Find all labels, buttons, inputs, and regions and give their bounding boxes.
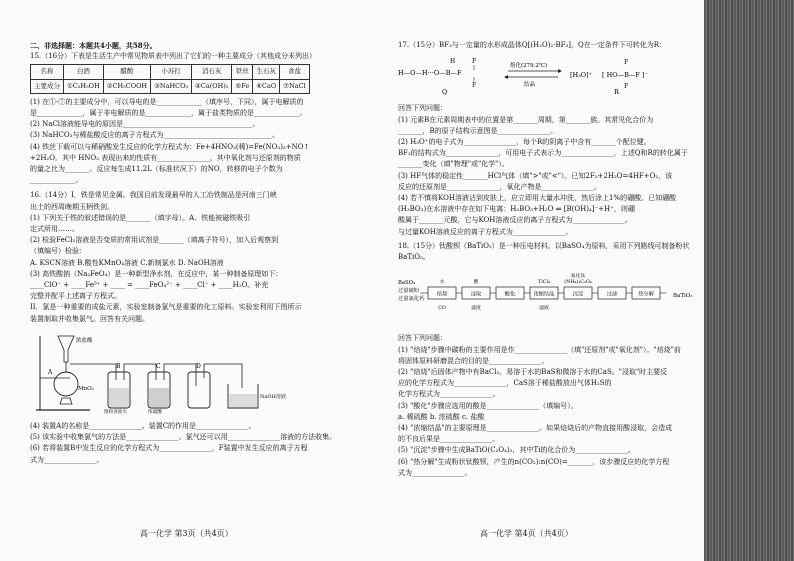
flow-input-label: TiCl₄ xyxy=(538,280,550,286)
svg-text:H—O—H···O—B—F: H—O—H···O—B—F xyxy=(398,69,462,78)
q16-line: ____ClO⁻ + ____Fe³⁺ + ____ = ____FeO₄²⁻ + ____Cl⁻ + ____H₂O。补充 xyxy=(30,281,269,290)
q18-line: (6) "热分解"生成粉状钛酸钡，产生的n(CO₂):n(CO)=_______，该步骤反应的化学方程 xyxy=(398,457,670,466)
flow-end: BaTiO₃ xyxy=(673,293,693,300)
q18-line: (2) "焙烧"后固体产物中有BaCl₂、易溶于水的BaS和微溶于水的CaS。"浸取"时主要反 xyxy=(398,368,668,377)
q17-line: (1) 元素B在元素周期表中的位置是第_______周期，第_______族。其常见化合价为 xyxy=(398,115,654,124)
table-cell: 铁丝 xyxy=(232,65,253,79)
flow-step-label: 酸化 xyxy=(504,291,516,298)
table-cell: 醋酸 xyxy=(103,65,150,79)
q15-line: (3) NaHCO₃与稀盐酸反应的离子方程式为_______________________________。 xyxy=(30,131,279,140)
left-column xyxy=(30,40,368,466)
q15-line: (2) NaCl溶液能导电的原因是_____________________________________。 xyxy=(30,120,260,129)
table-cell: ⑤Fe xyxy=(232,79,253,93)
page-footer-left: 高一化学 第3页（共4页） xyxy=(140,529,233,538)
flow-step-label: 焙烧 xyxy=(436,291,448,298)
q16-line: (3) 高铁酸钠（Na₂FeO₄）是一种新型净水剂，在反应中，某一种制备原理如下： xyxy=(30,269,283,278)
q17-line: 反应的还原剂是_______________，氧化产物是_______________。 xyxy=(398,182,601,191)
q18-intro: BaTiO₃。 xyxy=(398,253,430,262)
svg-text:F: F xyxy=(624,83,629,91)
page-footer-right: 高一化学 第4页（共4页） xyxy=(480,529,573,538)
svg-text:F: F xyxy=(472,58,477,66)
flow-start-mid: 过量碳粉 xyxy=(398,288,420,295)
q18-intro: 18.（15分）钛酸钡（BaTiO₃）是一种压电材料。以BaSO₄为原料，采用下列路线可制备粉状 xyxy=(398,241,690,250)
table-cell: ⑦NaCl xyxy=(280,79,309,93)
flow-step-label: 沉淀 xyxy=(572,291,584,298)
q16-line: 式为_______________。 xyxy=(30,455,104,464)
flow-input-label: 水 xyxy=(439,280,445,286)
h3o-ion: [H₃O]⁺ xyxy=(570,71,593,80)
flow-step-label: 过滤 xyxy=(606,291,618,298)
q18-line: 化学方程式为_______________。 xyxy=(398,390,500,399)
q16-line: (4) 装置A的名称是_______________。装置C的作用是_______________。 xyxy=(30,422,256,431)
q15-intro: 15.（16分）下表是生活生产中常见物质表中列出了它们的一种主要成分（其他成分未列出） xyxy=(30,52,317,61)
q18-line: 将固体原料研磨混合的目的是_______________。 xyxy=(398,356,549,365)
q16-line: 装置制取并收集氯气。回答有关问题。 xyxy=(30,314,149,323)
q18-line: 应的化学方程式为_______________，CaS溶于稀盐酸放出气体H₂S的 xyxy=(398,379,612,388)
q16-line: 完整并配平上述离子方程式。 xyxy=(30,292,121,301)
table-cell: ③NaHCO₃ xyxy=(151,79,192,93)
q-label: Q xyxy=(442,88,448,96)
svg-text:F: F xyxy=(624,59,629,67)
flow-input-label: (NH₄)₂C₂O₄ xyxy=(564,280,592,286)
flow-output-label: 滤渣 xyxy=(471,306,481,312)
label-sat-nacl: 饱和食盐水 xyxy=(104,409,127,414)
q18-line: 式为_______________。 xyxy=(398,468,472,477)
label-c: C xyxy=(156,362,161,370)
bf3-transformation-diagram xyxy=(398,53,688,95)
r-label: R xyxy=(614,88,619,96)
chlorine-apparatus-diagram xyxy=(30,328,290,414)
q16-line: 16.（14分）I．铁是常见金属。我国目前发现最早的人工冶铁制品是河南三门峡 xyxy=(30,191,277,200)
q15-line: (1) 在①-⑦的主要成分中，可以导电的是_____________（填序号，下同），属于电解质的 xyxy=(30,97,304,106)
q15-line: 是_____________，属于非电解质的是_____________，属于盐类物质的是_____________。 xyxy=(30,109,307,118)
q16-line: (2) 检验FeCl₂溶液是否变质的常用试剂是_______（填离子符号），加入后观察到 xyxy=(30,236,279,245)
q18-line: 的不良后果是_______________。 xyxy=(398,435,500,444)
table-cell: 主要成分 xyxy=(31,79,64,93)
q17-line: 与过量KOH溶液反应的离子方程式为_______________。 xyxy=(398,227,573,236)
flow-step-label: 浸取 xyxy=(470,291,482,298)
svg-text:F: F xyxy=(472,82,477,90)
q17-line: (4) 若不慎将KOH溶液沾到皮肤上，应立即用大量水冲洗，然后涂上1%的硼酸。已知硼酸 xyxy=(398,194,677,203)
q16-line: (6) 若将装置B中发生反应的化学方程式为_______________，F装置中发生反应的离子方程 xyxy=(30,444,308,453)
condition-top: 熔化(279.2℃) xyxy=(510,63,548,70)
q17-line: 回答下列问题： xyxy=(398,104,447,113)
svg-text:H: H xyxy=(450,58,456,66)
label-conc-hcl: 浓盐酸 xyxy=(76,337,93,344)
table-cell: ⑥CaO xyxy=(253,79,280,93)
flow-output-label: CO xyxy=(438,306,446,312)
flow-output-label: 滤液 xyxy=(539,306,549,312)
q16-line: II．氯是一种重要的成盐元素，实验室制备氯气是重要的化工原料。实验室利用下图所示 xyxy=(30,303,302,312)
q16-line: 定式所用……。 xyxy=(30,225,79,234)
q17-line: (H₃BO₃)在水溶液中存在如下电离：H₃BO₃+H₂O ⇌ [B(OH)₄]⁻+H⁺，则硼 xyxy=(398,205,635,214)
svg-text:[ HO—B—F ]⁻: [ HO—B—F ]⁻ xyxy=(602,71,648,80)
table-cell: ④Ca(OH)₂ xyxy=(192,79,232,93)
q15-line: +2H₂O。其中 HNO₃ 表现出来的性质有_______________，其中氧化剂与还原剂的物质 xyxy=(30,153,301,162)
q18-line: (4) "浓缩结晶"的主要原理是_______________。如果焙烧后的产物直接用酸浸取，会造成 xyxy=(398,424,673,433)
table-cell: 名称 xyxy=(31,65,64,79)
q16-line: A. KSCN溶液 B.酸性KMnO₄溶液 C.新制氯水 D. NaOH溶液 xyxy=(30,258,224,267)
table-cell: ①C₂H₅OH xyxy=(64,79,104,93)
section-header: 二、非选择题：本题共4小题，共58分。 xyxy=(30,41,157,50)
q17-line: (2) H₃O⁺的电子式为_______________，每个R的阴离子中含有_______个配位键。 xyxy=(398,138,651,147)
q16-line: （填编号）检验： xyxy=(30,247,86,256)
q17-line: _______，B的原子结构示意图是_______________。 xyxy=(398,126,558,135)
q15-line: _____________。 xyxy=(30,176,83,185)
flow-start-bot: 过量氯化钙 xyxy=(398,296,425,303)
table-cell: 食盐 xyxy=(280,65,309,79)
q16-line: 出土的西周晚期玉柄铁剑。 xyxy=(30,202,114,211)
table-cell: 白酒 xyxy=(64,65,104,79)
flow-start-top: BaSO₄ xyxy=(398,280,416,287)
q18-line: a. 稀硫酸 b. 浓硫酸 c. 盐酸 xyxy=(398,412,485,421)
q18-line: 回答下列问题： xyxy=(398,334,447,343)
table-cell: ②CH₃COOH xyxy=(103,79,150,93)
q17-line: (3) HF气体的稳定性_______HCl气体（填">"或"<"）。已知2F₂+2H₂O=4HF+O₂，该 xyxy=(398,171,673,180)
q16-line: (5) 该实验中收集氯气的方法是_______________。氯气还可以用_______________溶液的方法收集。 xyxy=(30,433,337,442)
condition-bottom: 结晶 xyxy=(524,82,536,89)
q15-line: 的量之比为_______。反应每生成11.2L（标准状况下）的NO，转移的电子个数为 xyxy=(30,165,283,174)
q15-line: (4) 铁丝下载可以与稀硝酸发生反应的化学方程式为：Fe+4HNO₃(稀)=Fe(NO₃)₃+NO↑ xyxy=(30,142,310,151)
table-cell: 生石灰 xyxy=(253,65,280,79)
flow-step-label: 热分解 xyxy=(638,291,654,298)
q18-line: (5) "沉淀"步骤中生成BaTiO(C₂O₄)₂，其中Ti的化合价为_______________。 xyxy=(398,446,635,455)
q17-line: BF₃的结构式为_______________，可用电子式表示为_______________，上述Q和R的转化属于 xyxy=(398,149,688,158)
label-b: B xyxy=(116,362,121,370)
q18-line: (3) "酸化"步骤应选用的酸是_______________（填编号）。 xyxy=(398,401,578,410)
label-conc-h2so4: 浓硫酸 xyxy=(148,409,162,414)
table-row xyxy=(31,79,310,93)
q17-line: _______变化（填"物理"或"化学"）。 xyxy=(398,160,509,169)
flow-input-label: 酸 xyxy=(473,280,479,286)
substance-table xyxy=(30,64,310,93)
q17-line: 酸属于_______元酸，它与KOH溶液反应的离子方程式为_______________。 xyxy=(398,216,632,225)
right-column xyxy=(398,40,698,479)
q16-line: (1) 下列关于铁的叙述错误的是_______（填字母）。A．铁能被磁铁吸引 xyxy=(30,213,251,222)
table-cell: 小苏打 xyxy=(151,65,192,79)
flow-step-label: 浓缩结晶 xyxy=(533,291,555,298)
table-row xyxy=(31,65,310,79)
label-mno2: MnO₂ xyxy=(78,385,94,392)
label-a: A xyxy=(48,368,53,376)
label-naoh: NaOH溶液 xyxy=(260,393,286,400)
q18-line: (1) "焙烧"步骤中碳粉的主要作用是作_______________（填"还原剂"或"氧化剂"）。"焙烧"前 xyxy=(398,345,681,354)
label-d: D xyxy=(196,362,201,370)
table-cell: 消石灰 xyxy=(192,65,232,79)
flow-input-label: 氨化钛 xyxy=(570,274,586,280)
process-flowchart xyxy=(398,267,698,325)
q17-intro: 17.（15分）BF₃与一定量的水形成晶体Q[(H₂O)₂·BF₃]，Q在一定条件下可转化为R： xyxy=(398,41,667,49)
scan-edge-strip xyxy=(704,0,794,561)
